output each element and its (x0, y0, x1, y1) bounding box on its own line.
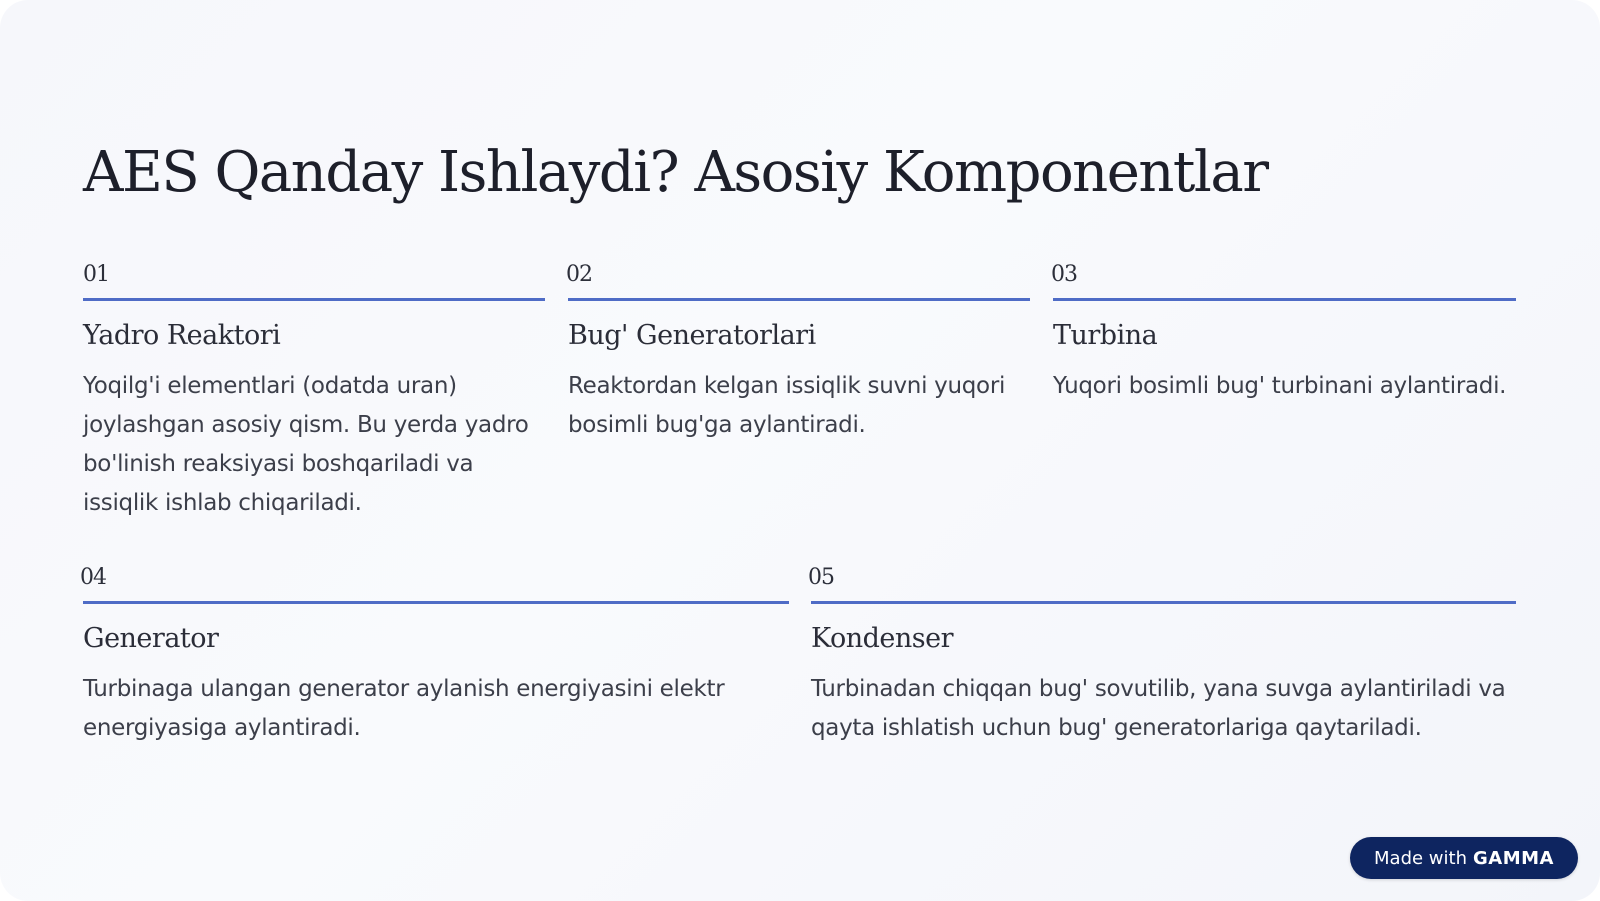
component-description: Yuqori bosimli bug' turbinani aylantiradi. (1053, 373, 1507, 399)
component-divider (83, 601, 789, 604)
component-description: Yoqilg'i elementlari (odatda uran) joylashgan asosiy qism. Bu yerda yadro bo'linish reaksiyasi boshqariladi va issiqlik ishlab chiqariladi. (83, 373, 529, 516)
component-description: Turbinadan chiqqan bug' sovutilib, yana suvga aylantiriladi va qayta ishlatish uchun bug' generatorlariga qaytariladi. (811, 676, 1506, 741)
component-divider (568, 298, 1030, 301)
component-number: 01 (83, 262, 109, 287)
component-heading: Yadro Reaktori (83, 320, 281, 351)
component-divider (83, 298, 545, 301)
badge-prefix: Made with (1374, 847, 1467, 869)
component-heading: Bug' Generatorlari (568, 320, 816, 351)
component-number: 05 (808, 565, 834, 590)
component-heading: Turbina (1053, 320, 1158, 351)
gamma-logo: GAMMA (1473, 847, 1554, 869)
component-number: 04 (80, 565, 106, 590)
component-heading: Generator (83, 623, 219, 654)
component-heading: Kondenser (811, 623, 953, 654)
component-description: Turbinaga ulangan generator aylanish energiyasini elektr energiyasiga aylantiradi. (83, 676, 725, 741)
component-divider (1053, 298, 1516, 301)
component-number: 03 (1051, 262, 1077, 287)
made-with-gamma-badge[interactable] (1350, 837, 1578, 879)
component-number: 02 (566, 262, 592, 287)
component-divider (811, 601, 1516, 604)
slide-title: AES Qanday Ishlaydi? Asosiy Komponentlar (83, 140, 1268, 205)
component-description: Reaktordan kelgan issiqlik suvni yuqori bosimli bug'ga aylantiradi. (568, 373, 1006, 438)
